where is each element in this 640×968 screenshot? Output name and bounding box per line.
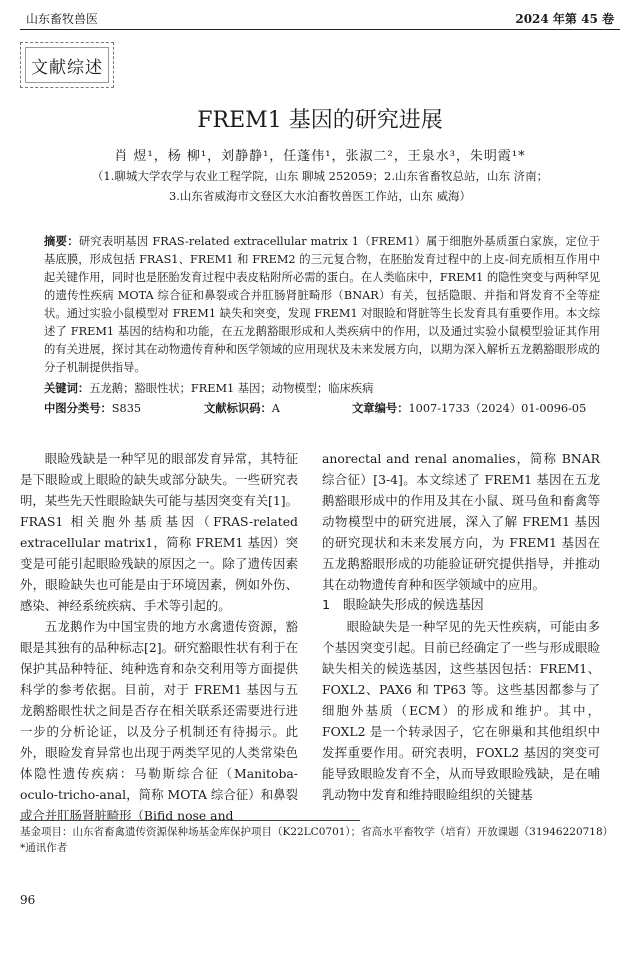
- fund-note: 基金项目：山东省畜禽遗传资源保种场基金库保护项目（K22LC0701）；省高水平畜牧学（培育）开放课题（31946220718）: [20, 826, 614, 838]
- article-number: [352, 400, 586, 416]
- abstract-text: 研究表明基因 FRAS-related extracellular matrix 1（FREM1）属于细胞外基质蛋白家族，定位于基底膜，形成包括 FRAS1、FREM1 和 FREM2 的三元复合物，在胚胎发育过程中的上皮-间充质相互作用中起关键作用，同时也是胚胎发育过程中表皮粘附所必需的蛋白。在人类临床中，FREM1 的隐性突变与两种罕见的遗传性疾病 MOTA 综合征和鼻裂或合并肛肠肾脏畸形（BNAR）有关，包括隐眼、并指和肾发育不全等症状。通过实验小鼠模型对 FREM1 缺失和突变，发现 FREM1 对眼睑和肾脏等生长发育具有重要作用。本文综述了 FREM1 基因的结构和功能，在五龙鹅豁眼形成和人类疾病中的作用，以及通过实验小鼠模型验证其作用的有关进展，探讨其在动物遗传育种和医学领域的应用现状及未来发展方向，以期为深入解析五龙鹅豁眼形成的分子机制提供指导。: [44, 235, 600, 374]
- footnote: [20, 824, 620, 856]
- body-column-left: [20, 448, 298, 826]
- body-paragraph: 眼睑残缺是一种罕见的眼部发育异常，其特征是下眼睑或上眼睑的缺失或部分缺失。一些研究表明，某些先天性眼睑缺失可能与基因突变有关[1]。FRAS1 相关胞外基质基因（FRAS-related extracellular matrix1，简称 FREM1 基因）突变是可能引起眼睑残缺的原因之一。除了遗传因素外，眼睑缺失也可能是由于环境因素，例如外伤、感染、神经系统疾病、手术等引起的。: [20, 451, 298, 613]
- clc-value: S835: [111, 402, 142, 415]
- affiliation-line-2: 3.山东省威海市文登区大水泊畜牧兽医工作站，山东 威海）: [168, 189, 472, 203]
- doc-code-value: A: [271, 402, 280, 415]
- body-column-right: [322, 448, 600, 805]
- article-title: FREM1 基因的研究进展: [197, 108, 443, 133]
- body-paragraph: anorectal and renal anomalies，简称 BNAR 综合征）[3-4]。本文综述了 FREM1 基因在五龙鹅豁眼形成中的作用及其在小鼠、斑马鱼和畜禽等动物模型中的研究进展，深入了解 FREM1 基因的研究现状和未来发展方向，为 FREM1 基因在五龙鹅豁眼形成的功能验证研究提供指导，并推动其在动物遗传育种和医学领域中的应用。: [322, 451, 600, 592]
- section-heading: 1 眼睑缺失形成的候选基因: [322, 598, 484, 613]
- abstract: [44, 233, 600, 377]
- clc-number: [44, 400, 141, 416]
- section-label: 文献综述: [25, 47, 109, 83]
- footnote-rule: [20, 820, 360, 821]
- keywords: [44, 380, 373, 396]
- abstract-label: 摘要：: [44, 235, 79, 248]
- keywords-label: 关键词：: [44, 382, 90, 395]
- issue-info: 2024 年第 45 卷: [515, 12, 614, 26]
- journal-name: 山东畜牧兽医: [26, 12, 99, 26]
- keywords-text: 五龙鹅；豁眼性状；FREM1 基因；动物模型；临床疾病: [89, 382, 374, 395]
- section-label-box: [20, 42, 114, 88]
- body-paragraph: 五龙鹅作为中国宝贵的地方水禽遗传资源，豁眼是其独有的品种标志[2]。研究豁眼性状有利于在保护其品种特征、纯种选育和杂交利用等方面提供科学的参考依据。目前，对于 FREM1 基因与五龙鹅豁眼性状之间是否存在相关联系还需要进行进一步的分析论证，以及分子机制还有待揭示。此外，眼睑发育异常也出现于两类罕见的人类常染色体隐性遗传疾病：马勒斯综合征（Manitoba-oculo-tricho-anal，简称 MOTA 综合征）和鼻裂或合并肛肠肾脏畸形（Bifid nose and: [20, 619, 298, 823]
- corresponding-author-note: *通讯作者: [20, 842, 68, 854]
- article-number-value: 1007-1733（2024）01-0096-05: [408, 402, 587, 415]
- body-paragraph: 眼睑缺失是一种罕见的先天性疾病，可能由多个基因突变引起。目前已经确定了一些与形成眼睑缺失相关的候选基因，这些基因包括：FREM1、FOXL2、PAX6 和 TP63 等。这些基因都参与了细胞外基质（ECM）的形成和维护。其中，FOXL2 是一个转录因子，它在卵巢和其他组织中发挥重要作用。研究表明，FOXL2 基因的突变可能导致眼睑发育不全，从而导致眼睑残缺，是在哺乳动物中发育和维持眼睑组织的关键基: [322, 619, 600, 802]
- page-number: 96: [20, 893, 36, 907]
- doc-code-label: 文献标识码：: [204, 402, 272, 415]
- author-list: 肖 煜¹，杨 柳¹，刘静静¹，任蓬伟¹，张淑二²，王泉水³，朱明霞¹*: [114, 149, 526, 164]
- document-code: [204, 400, 280, 416]
- header-rule: [20, 29, 620, 30]
- affiliation-line-1: （1.聊城大学农学与农业工程学院，山东 聊城 252059；2.山东省畜牧总站，山东 济南；: [91, 169, 549, 183]
- clc-label: 中图分类号：: [44, 402, 112, 415]
- article-number-label: 文章编号：: [352, 402, 409, 415]
